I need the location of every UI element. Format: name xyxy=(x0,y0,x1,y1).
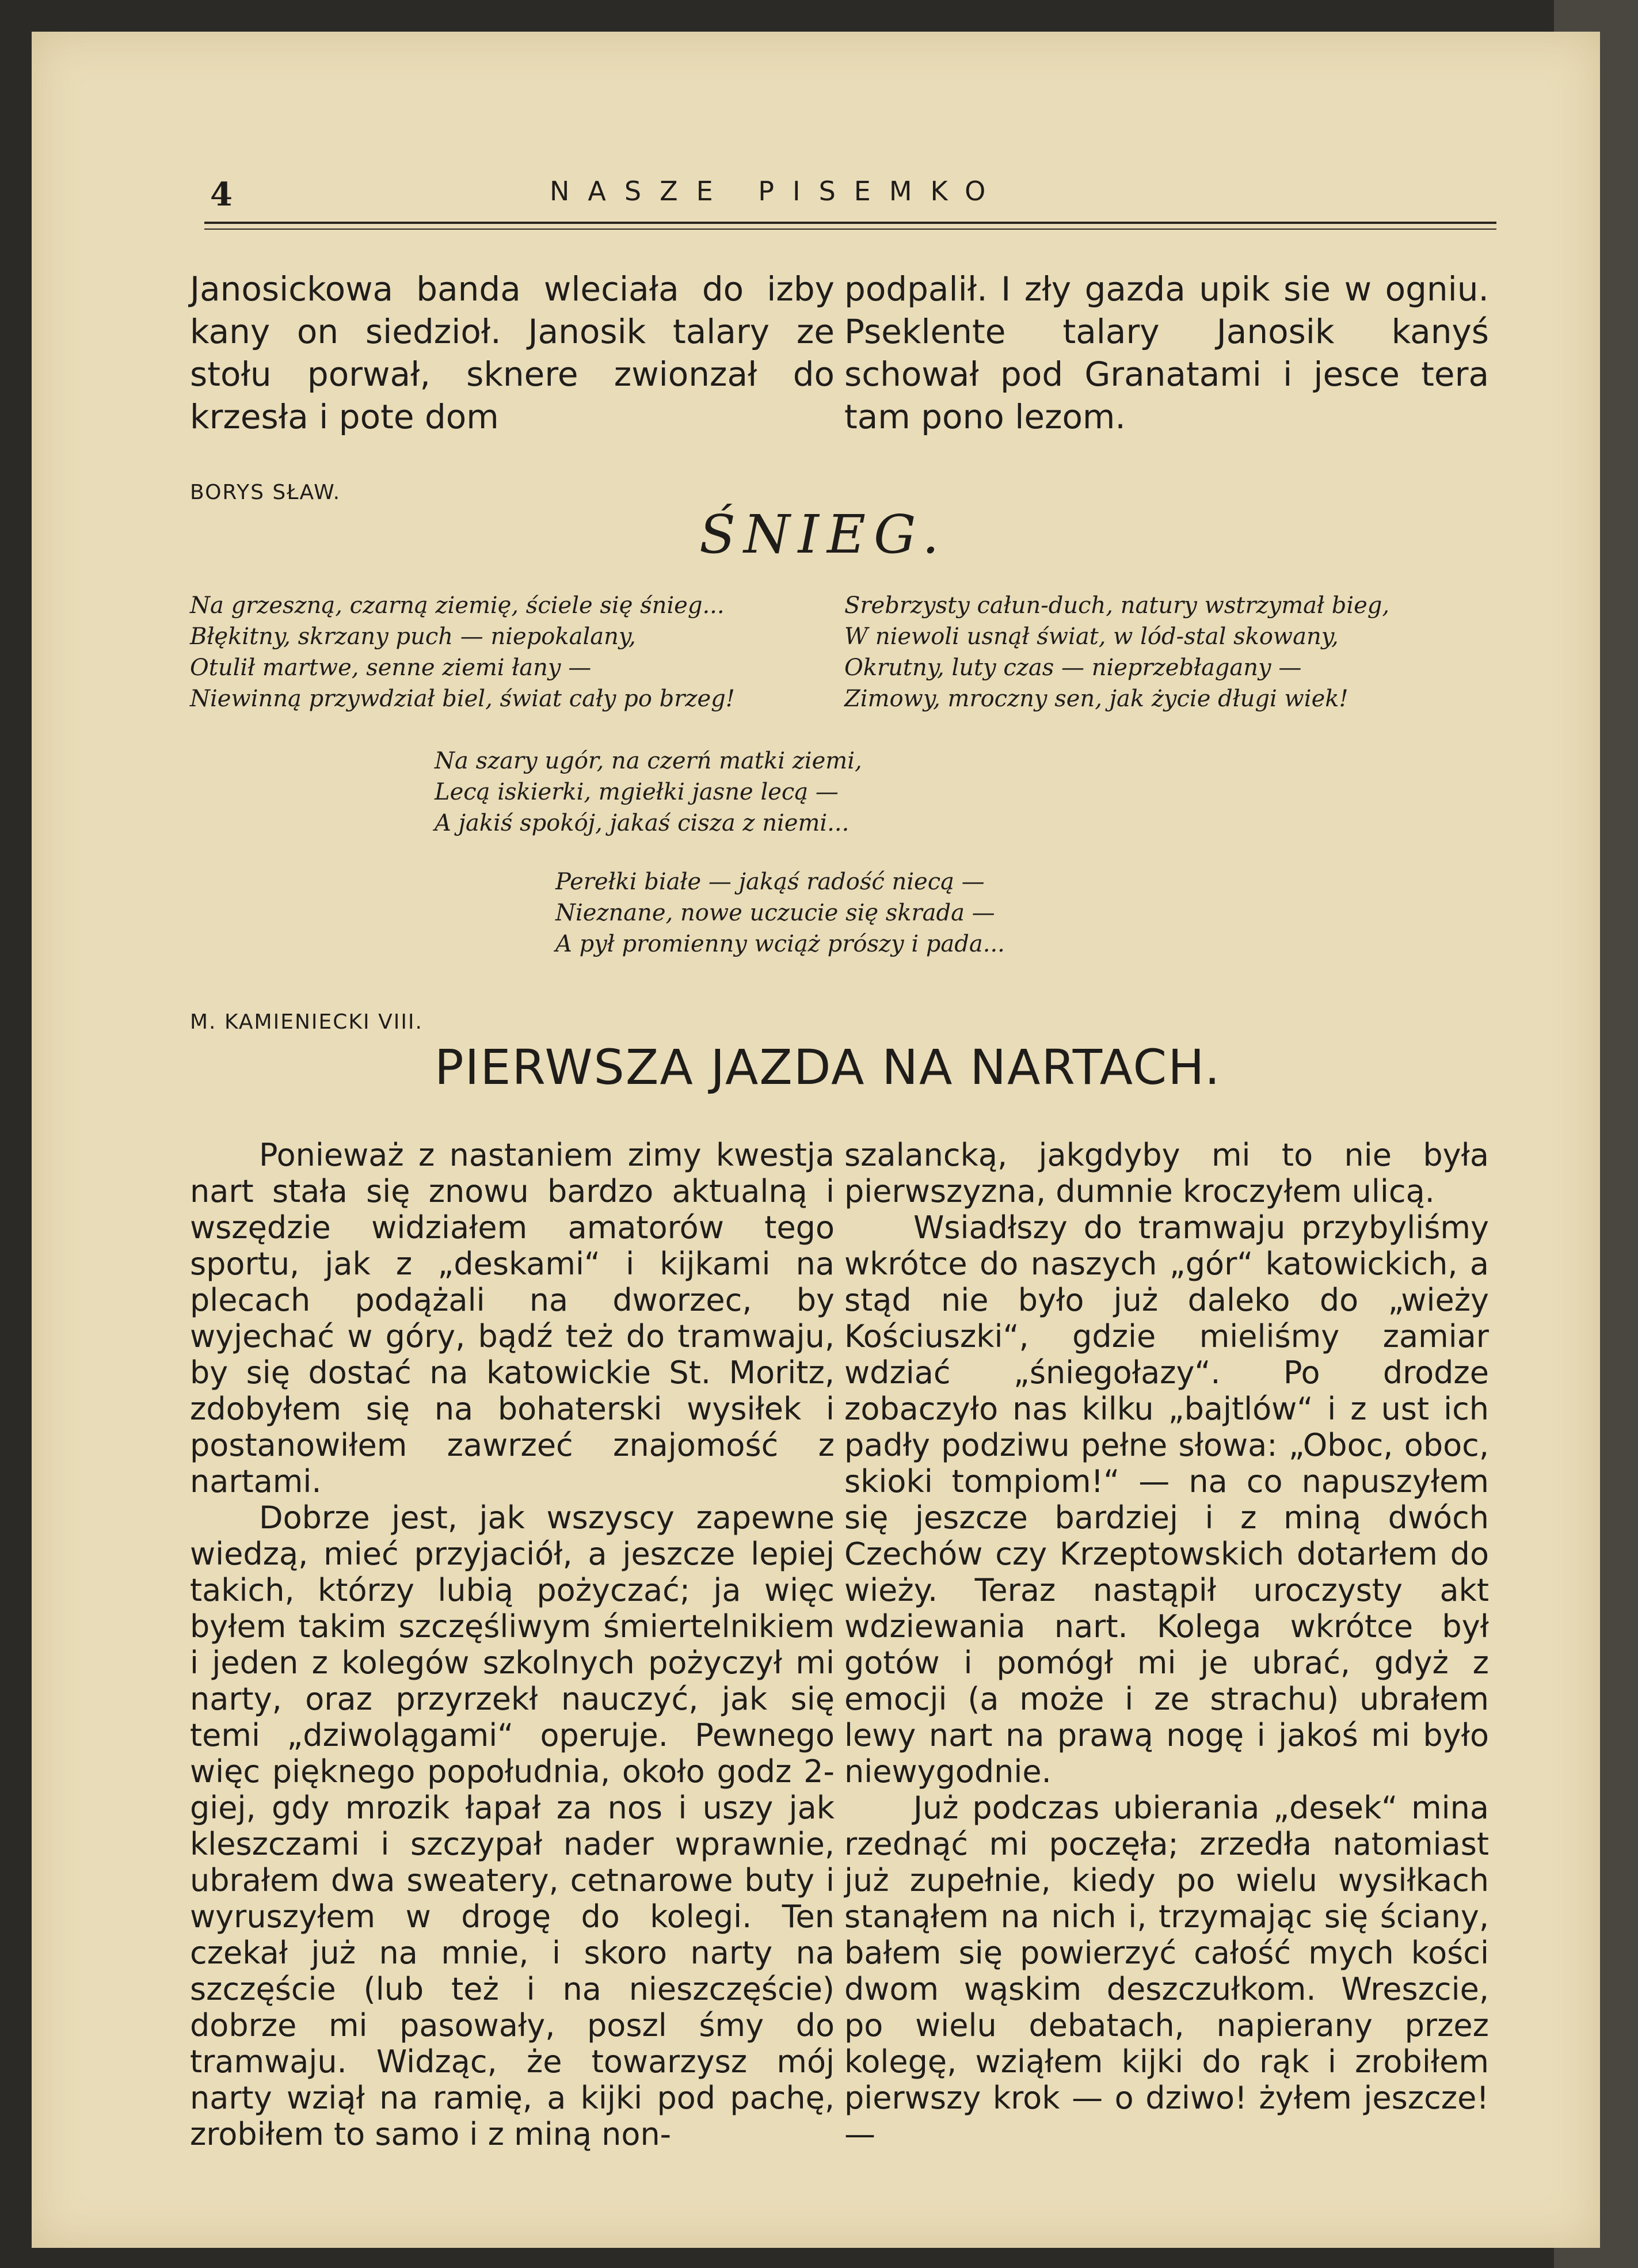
article-paragraph: Ponieważ z nastaniem zimy kwestja nart stała się znowu bardzo aktualną i wszędzie widziałem amatorów tego sportu, jak z „deskami“ i kijkami na plecach podążali na dworzec, by wyjechać w góry, bądź też do tramwaju, by się dostać na katowickie St. Moritz, zdobyłem się na bohaterski wysiłek i postanowiłem zawrzeć znajomość z nartami. xyxy=(190,1137,835,1500)
poem-line: W niewoli usnął świat, w lód-stal skowany, xyxy=(844,623,1339,650)
janosik-left-column xyxy=(190,268,835,438)
poem-stanza-2 xyxy=(844,590,1389,714)
poem-stanza-3 xyxy=(435,745,862,839)
poem-line: Zimowy, mroczny sen, jak życie długi wiek! xyxy=(844,686,1349,712)
janosik-right-column xyxy=(844,268,1489,438)
poem-stanza-1 xyxy=(190,590,735,714)
janosik-left-text: Janosickowa banda wleciała do izby kany on siedzioł. Janosik talary ze stołu porwał, sknere zwionzał do krzesła i pote dom xyxy=(190,269,835,436)
poem-line: A jakiś spokój, jakaś cisza z niemi... xyxy=(435,810,850,836)
scanned-page xyxy=(32,32,1600,2248)
poem-line: Błękitny, skrzany puch — niepokalany, xyxy=(190,623,636,650)
article-paragraph: szalancką, jakgdyby mi to nie była pierwszyzna, dumnie kroczyłem ulicą. xyxy=(844,1137,1489,1209)
article-paragraph: Wsiadłszy do tramwaju przybyliśmy wkrótce do naszych „gór“ katowickich, a stąd nie było już daleko do „wieży Kościuszki“, gdzie mieliśmy zamiar wdziać „śniegołazy“. Po drodze zobaczyło nas kilku „bajtlów“ i z ust ich padły podziwu pełne słowa: „Oboc, oboc, skioki tompiom!“ — na co napuszyłem się jeszcze bardziej i z miną dwóch Czechów czy Krzeptowskich dotarłem do wieży. Teraz nastąpił uroczysty akt wdziewania nart. Kolega wkrótce był gotów i pomógł mi je ubrać, gdyż z emocji (a może i ze strachu) ubrałem lewy nart na prawą nogę i jakoś mi było niewygodnie. xyxy=(844,1209,1489,1790)
article-paragraph: Dobrze jest, jak wszyscy zapewne wiedzą, mieć przyjaciół, a jeszcze lepiej takich, którzy lubią pożyczać; ja więc byłem takim szczęśliwym śmiertelnikiem i jeden z kolegów szkolnych pożyczył mi narty, oraz przyrzekł nauczyć, jak się temi „dziwolągami“ operuje. Pewnego więc pięknego popołudnia, około godz 2-giej, gdy mrozik łapał za nos i uszy jak kleszczami i szczypał nader wprawnie, ubrałem dwa sweatery, cetnarowe buty i wyruszyłem w drogę do kolegi. Ten czekał już na mnie, i skoro narty na szczęście (lub też i na nieszczęście) dobrze mi pasowały, poszl śmy do tramwaju. Widząc, że towarzysz mój narty wziął na ramię, a kijki pod pachę, zrobiłem to samo i z miną non- xyxy=(190,1500,835,2152)
page-number: 4 xyxy=(210,176,233,214)
poem-line: A pył promienny wciąż prószy i pada... xyxy=(555,931,1005,957)
poem-line: Lecą iskierki, mgiełki jasne lecą — xyxy=(435,779,839,805)
poem-line: Otulił martwe, senne ziemi łany — xyxy=(190,654,592,681)
poem-line: Okrutny, luty czas — nieprzebłagany — xyxy=(844,654,1302,681)
article-author: M. KAMIENIECKI VIII. xyxy=(190,1010,423,1034)
article-right-column xyxy=(844,1137,1489,2152)
poem-title: ŚNIEG. xyxy=(699,504,947,565)
poem-stanza-4 xyxy=(555,866,1005,960)
poem-line: Na grzeszną, czarną ziemię, ściele się śnieg... xyxy=(190,592,725,619)
header-rule-thin xyxy=(204,229,1496,230)
header-rule xyxy=(204,222,1496,224)
article-title: PIERWSZA JAZDA NA NARTACH. xyxy=(435,1039,1221,1095)
poem-line: Nieznane, nowe uczucie się skrada — xyxy=(555,900,995,926)
article-left-column xyxy=(190,1137,835,2152)
janosik-right-text: podpalił. I zły gazda upik sie w ogniu. Pseklente talary Janosik kanyś schował pod Granatami i jesce tera tam pono lezom. xyxy=(844,269,1489,436)
poem-line: Perełki białe — jakąś radość niecą — xyxy=(555,869,985,895)
poem-author: BORYS SŁAW. xyxy=(190,481,341,504)
poem-line: Niewinną przywdział biel, świat cały po brzeg! xyxy=(190,686,735,712)
poem-line: Na szary ugór, na czerń matki ziemi, xyxy=(435,748,862,774)
poem-line: Srebrzysty całun-duch, natury wstrzymał bieg, xyxy=(844,592,1390,619)
article-paragraph: Już podczas ubierania „desek“ mina rzednąć mi poczęła; zrzedła natomiast już zupełnie, kiedy po wielu wysiłkach stanąłem na nich i, trzymając się ściany, bałem się powierzyć całość mych kości dwom wąskim deszczułkom. Wreszcie, po wielu debatach, napierany przez kolegę, wziąłem kijki do rąk i zrobiłem pierwszy krok — o dziwo! żyłem jeszcze! — xyxy=(844,1790,1489,2152)
running-title: NASZE PISEMKO xyxy=(550,176,1004,207)
